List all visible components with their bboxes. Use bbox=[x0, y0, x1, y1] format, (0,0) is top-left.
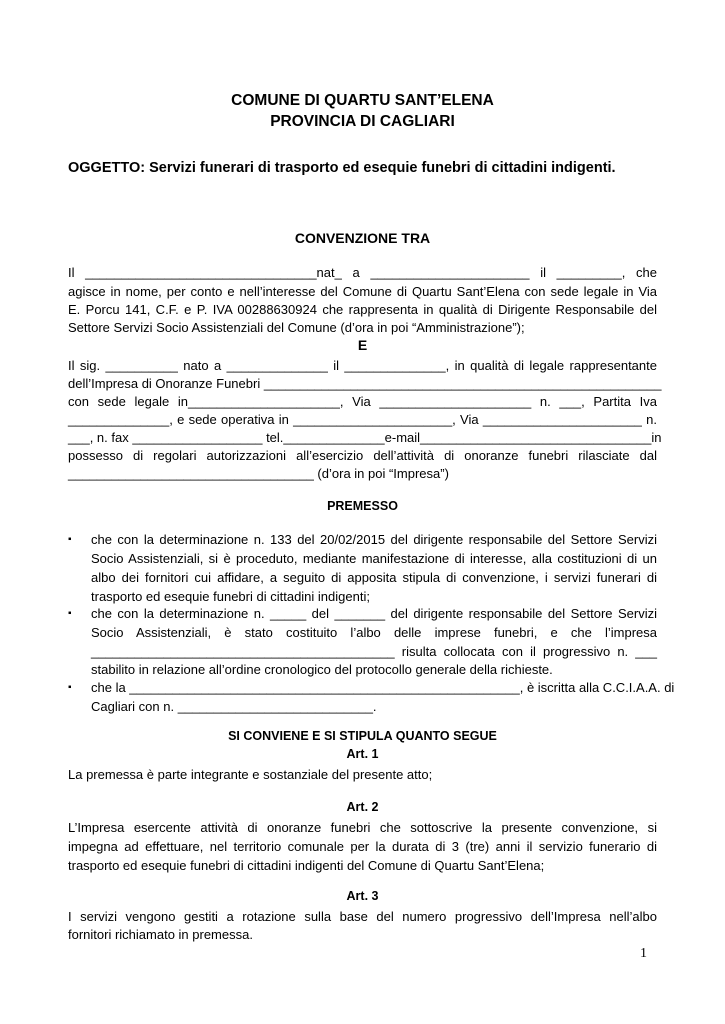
premesso-title: PREMESSO bbox=[327, 499, 398, 513]
page-number: 1 bbox=[640, 946, 647, 961]
bullet-icon: ▪ bbox=[68, 682, 72, 693]
party-1-line: agisce in nome, per conto e nell’interesse del Comune di Quartu Sant’Elena con sede legale in Via bbox=[68, 284, 657, 299]
premesso-item-line: Socio Assistenziali, è stato costituito l’albo delle imprese funebri, e che l’impresa bbox=[91, 625, 657, 640]
party-1-line: Settore Servizi Socio Assistenziali del Comune (d’ora in poi “Amministrazione”); bbox=[68, 320, 525, 335]
article-title: Art. 3 bbox=[346, 889, 379, 903]
bullet-icon: ▪ bbox=[68, 608, 72, 619]
article-title: Art. 2 bbox=[346, 800, 379, 814]
party-2-line: dell’Impresa di Onoranze Funebri _______________________________________________________ bbox=[68, 376, 662, 391]
party-2-line: __________________________________ (d’ora in poi “Impresa”) bbox=[68, 466, 449, 481]
article-line: L’Impresa esercente attività di onoranze funebri che sottoscrive la presente convenzione, si bbox=[68, 820, 657, 835]
bullet-icon: ▪ bbox=[68, 534, 72, 545]
premesso-item-line: __________________________________________ risulta collocata con il progressivo n. ___ bbox=[91, 644, 657, 659]
party-2-line: con sede legale in_____________________, Via _____________________ n. ___, Partita Iva bbox=[68, 394, 657, 409]
party-2-line: possesso di regolari autorizzazioni all’esercizio dell’attività di onoranze funebri rilasciate dal bbox=[68, 448, 657, 463]
agreement-title: SI CONVIENE E SI STIPULA QUANTO SEGUE bbox=[228, 729, 497, 743]
article-line: fornitori richiamato in premessa. bbox=[68, 927, 253, 942]
premesso-item-line: albo dei fornitori cui affidare, a seguito di apposita stipula di convenzione, i servizi funerari di bbox=[91, 570, 657, 585]
subject-line: OGGETTO: Servizi funerari di trasporto ed esequie funebri di cittadini indigenti. bbox=[68, 160, 616, 176]
province-title: PROVINCIA DI CAGLIARI bbox=[270, 113, 455, 130]
party-1-line: Il ________________________________nat_ a ______________________ il _________, che bbox=[68, 265, 657, 280]
premesso-item-line: che con la determinazione n. 133 del 20/02/2015 del dirigente responsabile del Settore Servizi bbox=[91, 532, 657, 547]
article-line: trasporto ed esequie funebri di cittadini indigenti del Comune di Quartu Sant’Elena; bbox=[68, 858, 545, 873]
party-2-line: ___, n. fax __________________ tel.______________e-mail________________________________in bbox=[68, 430, 662, 445]
article-line: I servizi vengono gestiti a rotazione sulla base del numero progressivo dell’Impresa nell’albo bbox=[68, 909, 657, 924]
premesso-item-line: trasporto ed esequie funebri di cittadini indigenti; bbox=[91, 589, 370, 604]
municipality-title: COMUNE DI QUARTU SANT’ELENA bbox=[231, 92, 494, 109]
premesso-item-line: stabilito in relazione all’ordine cronologico del protocollo generale della richieste. bbox=[91, 662, 553, 677]
premesso-item-line: che con la determinazione n. _____ del _______ del dirigente responsabile del Settore Servizi bbox=[91, 606, 657, 621]
party-2-line: Il sig. __________ nato a ______________ il ______________, in qualità di legale rappresentante bbox=[68, 358, 657, 373]
article-line: La premessa è parte integrante e sostanziale del presente atto; bbox=[68, 767, 433, 782]
party-1-line: E. Porcu 141, C.F. e P. IVA 00288630924 che rappresenta in qualità di Dirigente Responsabile del bbox=[68, 302, 657, 317]
premesso-item-line: Cagliari con n. ___________________________. bbox=[91, 699, 377, 714]
article-title: Art. 1 bbox=[346, 747, 379, 761]
article-line: impegna ad effettuare, nel territorio comunale per la durata di 3 (tre) anni il servizio funerario di bbox=[68, 839, 657, 854]
premesso-item-line: Socio Assistenziali, si è proceduto, mediante manifestazione di interesse, alla costituzioni di un bbox=[91, 551, 657, 566]
convention-title: CONVENZIONE TRA bbox=[294, 230, 431, 246]
premesso-item-line: che la ______________________________________________________, è iscritta alla C.C.I.A.A. di bbox=[91, 680, 675, 695]
party-2-line: ______________, e sede operativa in ______________________, Via ______________________ n. bbox=[68, 412, 657, 427]
and-separator: E bbox=[357, 337, 368, 353]
